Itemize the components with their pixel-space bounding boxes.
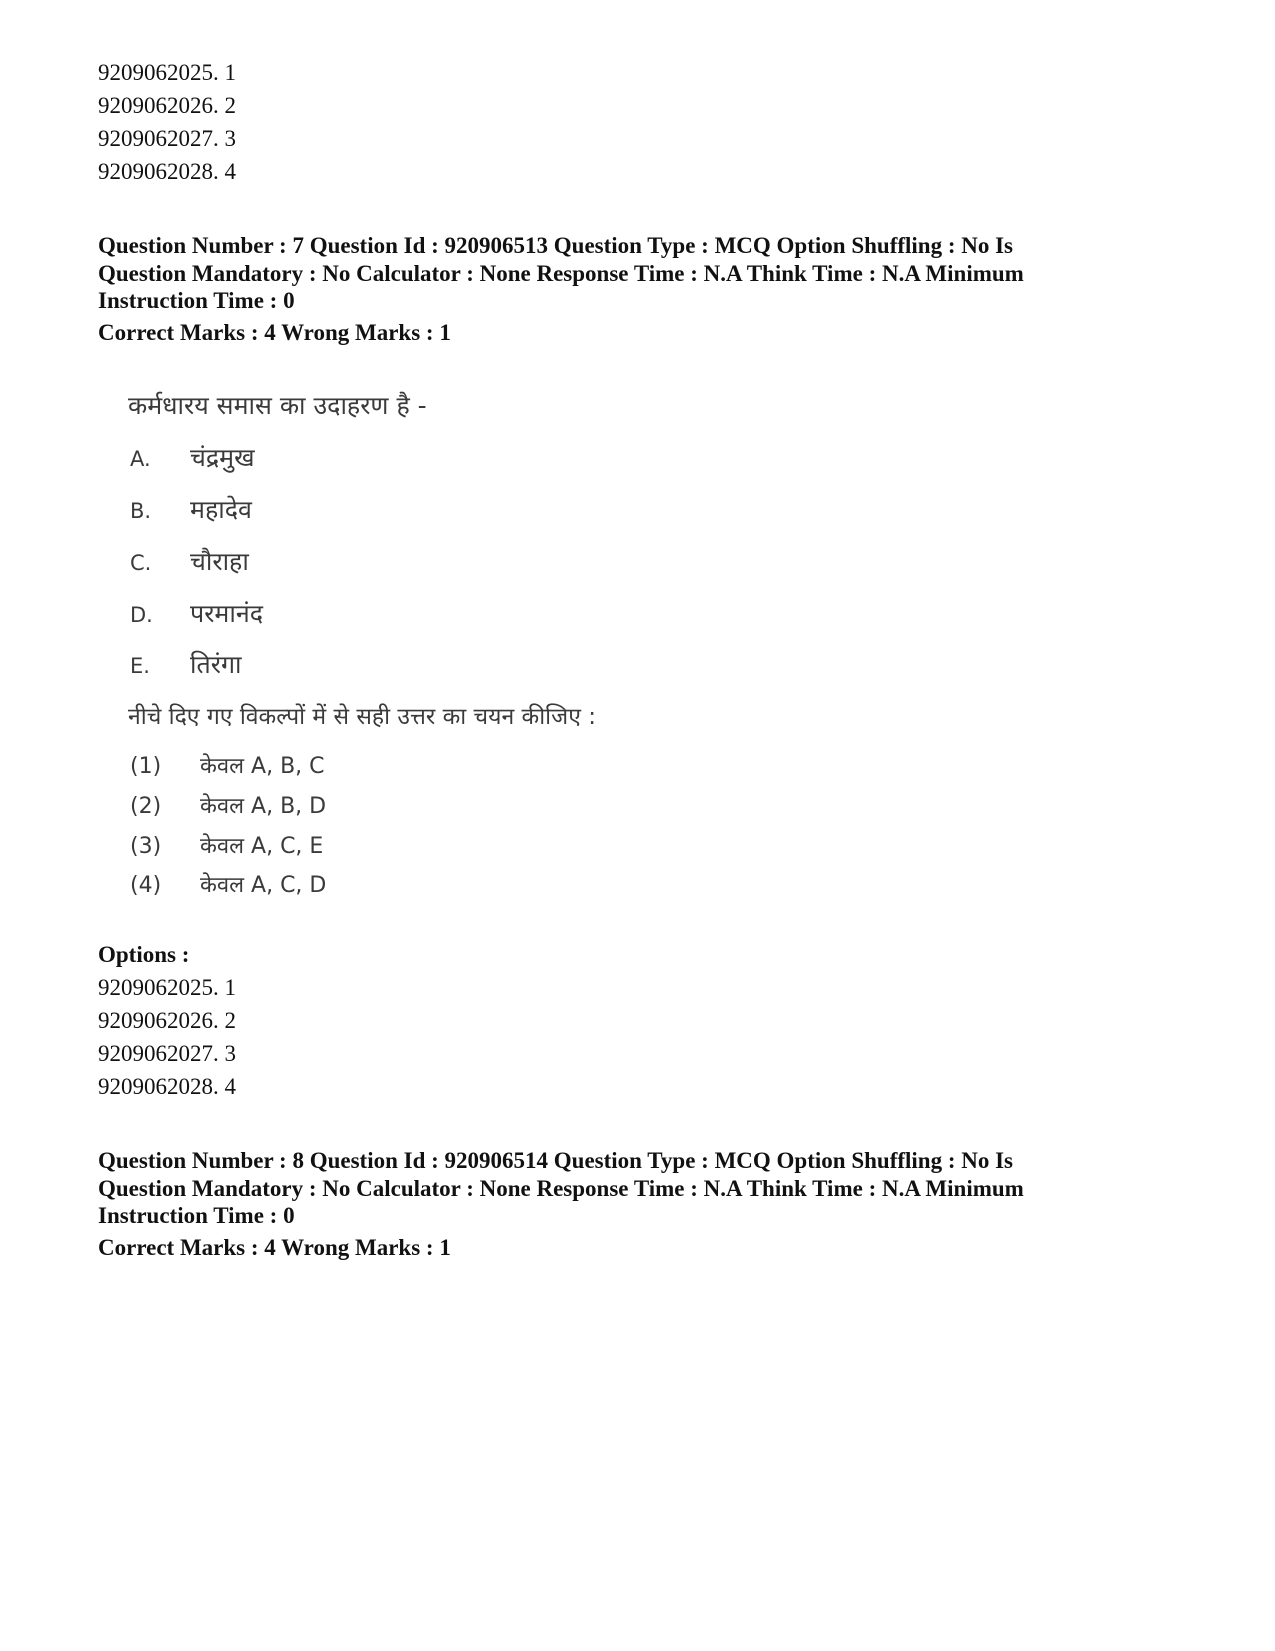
q8-header-line2: Question Mandatory : No Calculator : None Response Time : N.A Think Time : N.A Minimum (98, 1176, 1024, 1201)
q7-item-text: तिरंगा (190, 650, 242, 679)
q7-item-label: E. (130, 654, 150, 678)
q7-choice-number: (1) (130, 754, 162, 779)
q7-option-4: 9209062028. 4 (98, 1074, 236, 1099)
q7-item-a (130, 440, 255, 474)
q7-item-text: चौराहा (190, 547, 249, 576)
q7-choice-3 (130, 830, 323, 860)
q7-choice-text: केवल A, B, D (200, 794, 327, 819)
q7-stem: कर्मधारय समास का उदाहरण है - (128, 391, 427, 420)
q7-header-line2: Question Mandatory : No Calculator : None Response Time : N.A Think Time : N.A Minimum (98, 261, 1024, 286)
q7-item-b (130, 492, 252, 526)
q7-marks: Correct Marks : 4 Wrong Marks : 1 (98, 320, 451, 345)
prev-option-2: 9209062026. 2 (98, 93, 236, 118)
q7-choice-2 (130, 790, 326, 820)
q7-header-line1: Question Number : 7 Question Id : 920906513 Question Type : MCQ Option Shuffling : No Is (98, 233, 1014, 258)
prev-option-4: 9209062028. 4 (98, 159, 236, 184)
q7-choice-text: केवल A, C, D (200, 873, 327, 898)
q7-instruction: नीचे दिए गए विकल्पों में से सही उत्तर का चयन कीजिए : (128, 704, 596, 730)
q7-item-label: B. (130, 499, 152, 523)
q7-item-text: चंद्रमुख (190, 443, 255, 472)
q8-marks: Correct Marks : 4 Wrong Marks : 1 (98, 1235, 451, 1260)
prev-option-1: 9209062025. 1 (98, 60, 236, 85)
q7-item-label: D. (130, 603, 153, 627)
q7-choice-number: (2) (130, 794, 162, 819)
q7-choice-number: (4) (130, 873, 162, 898)
q7-choice-number: (3) (130, 834, 162, 859)
q7-item-e (130, 647, 242, 681)
q7-option-3: 9209062027. 3 (98, 1041, 236, 1066)
prev-option-3: 9209062027. 3 (98, 126, 236, 151)
q7-item-label: A. (130, 447, 151, 471)
q7-choice-4 (130, 869, 326, 899)
q7-header-line3: Instruction Time : 0 (98, 288, 295, 313)
q7-choice-text: केवल A, C, E (200, 834, 324, 859)
q7-option-2: 9209062026. 2 (98, 1008, 236, 1033)
q7-item-d (130, 596, 263, 630)
q8-header-line1: Question Number : 8 Question Id : 920906514 Question Type : MCQ Option Shuffling : No Is (98, 1148, 1014, 1173)
q7-item-text: परमानंद (190, 599, 264, 628)
q7-item-text: महादेव (190, 495, 252, 524)
q7-options-heading: Options : (98, 942, 190, 967)
q7-option-1: 9209062025. 1 (98, 975, 236, 1000)
q7-choice-1 (130, 750, 325, 780)
q7-question-body (120, 382, 680, 922)
q7-item-label: C. (130, 551, 152, 575)
q8-header-line3: Instruction Time : 0 (98, 1203, 295, 1228)
q7-choice-text: केवल A, B, C (200, 754, 325, 779)
q7-item-c (130, 544, 249, 578)
